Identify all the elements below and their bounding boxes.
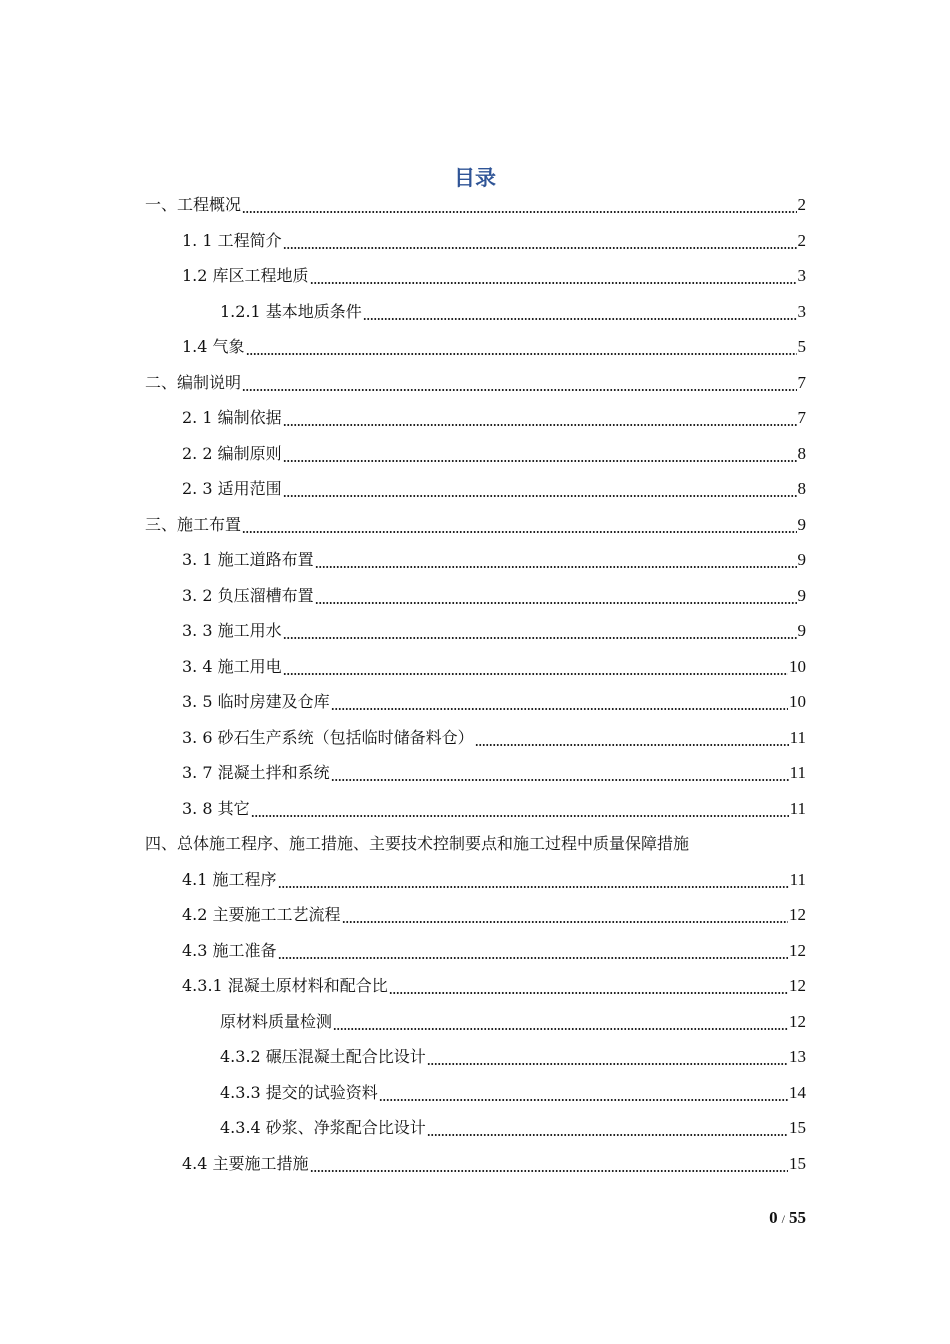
toc-entry-page-number: 15 — [789, 1118, 806, 1137]
toc-entry[interactable] — [182, 685, 806, 719]
toc-dot-leader — [283, 424, 797, 426]
toc-entry-title: 三、施工布置 — [145, 514, 242, 534]
toc-dot-leader — [315, 602, 797, 604]
toc-entry-page-number: 12 — [789, 1011, 806, 1031]
toc-entry-title: 4.3.1 混凝土原材料和配合比 — [182, 976, 388, 995]
toc-entry[interactable] — [220, 295, 806, 329]
toc-entry[interactable] — [182, 721, 806, 755]
toc-entry-page-number: 2 — [797, 230, 806, 250]
page-separator: / — [781, 1212, 785, 1226]
toc-entry[interactable] — [182, 792, 806, 826]
toc-entry-page-number: 11 — [789, 727, 806, 747]
toc-entry-page-number: 12 — [789, 940, 806, 960]
toc-entry-page-number: 8 — [797, 479, 806, 498]
toc-entry-title: 2. 1 编制依据 — [182, 408, 282, 427]
toc-dot-leader — [310, 282, 797, 284]
toc-entry[interactable] — [182, 863, 806, 897]
toc-entry-page-number: 15 — [789, 1153, 806, 1173]
toc-entry-page-number: 13 — [789, 1047, 806, 1066]
toc-entry[interactable] — [182, 330, 806, 364]
toc-dot-leader — [379, 1099, 788, 1101]
toc-dot-leader — [242, 211, 796, 213]
toc-entry-title: 3. 1 施工道路布置 — [182, 550, 314, 569]
toc-entry-page-number: 5 — [797, 337, 806, 356]
toc-entry-title: 2. 3 适用范围 — [182, 479, 282, 498]
toc-dot-leader — [333, 1028, 788, 1030]
toc-dot-leader — [331, 708, 788, 710]
toc-entry-page-number: 9 — [797, 621, 806, 640]
toc-entry[interactable] — [220, 1005, 806, 1039]
toc-entry-title: 4.2 主要施工工艺流程 — [182, 905, 341, 924]
toc-dot-leader — [246, 353, 797, 355]
toc-entry[interactable] — [182, 756, 806, 790]
toc-entry[interactable] — [182, 259, 806, 293]
toc-entry-title: 1.2.1 基本地质条件 — [220, 301, 362, 321]
toc-entry-title: 3. 6 砂石生产系统（包括临时储备料仓） — [182, 727, 474, 747]
toc-entry[interactable] — [182, 934, 806, 968]
toc-entry-page-number: 8 — [797, 443, 806, 463]
toc-dot-leader — [475, 744, 789, 746]
toc-entry-title: 3. 2 负压溜槽布置 — [182, 585, 314, 605]
toc-entry-page-number: 9 — [797, 550, 806, 569]
toc-entry-title: 1.2 库区工程地质 — [182, 266, 309, 285]
toc-dot-leader — [315, 566, 797, 568]
toc-entry-page-number: 7 — [797, 408, 806, 427]
toc-entry[interactable] — [145, 508, 806, 542]
toc-dot-leader — [389, 992, 788, 994]
toc-entry-title: 4.3.2 碾压混凝土配合比设计 — [220, 1047, 426, 1066]
toc-entry-title: 3. 3 施工用水 — [182, 621, 282, 640]
toc-entry[interactable] — [182, 401, 806, 435]
toc-entry-title: 原材料质量检测 — [220, 1011, 333, 1031]
toc-title: 目录 — [454, 166, 496, 190]
toc-entry-page-number: 14 — [789, 1082, 806, 1102]
toc-dot-leader — [363, 318, 797, 320]
toc-entry-title: 3. 5 临时房建及仓库 — [182, 692, 330, 711]
page-number-footer — [769, 1208, 806, 1228]
toc-entry-title: 4.1 施工程序 — [182, 869, 277, 889]
toc-entry[interactable] — [182, 224, 806, 258]
toc-entry-title: 四、总体施工程序、施工措施、主要技术控制要点和施工过程中质量保障措施 — [145, 834, 690, 853]
toc-entry-page-number: 7 — [797, 372, 806, 392]
toc-entry-title: 4.3 施工准备 — [182, 940, 277, 960]
toc-entry-page-number: 9 — [797, 585, 806, 605]
toc-entry[interactable] — [182, 472, 806, 506]
toc-dot-leader — [283, 673, 788, 675]
toc-entry-page-number: 2 — [797, 195, 806, 214]
toc-entry-title: 4.3.3 提交的试验资料 — [220, 1082, 378, 1102]
toc-dot-leader — [242, 389, 796, 391]
toc-entry-title: 二、编制说明 — [145, 372, 242, 392]
toc-entry-page-number: 3 — [797, 301, 806, 321]
toc-entry-title: 1.4 气象 — [182, 337, 245, 356]
toc-entry-page-number: 11 — [789, 798, 806, 818]
toc-entry-title: 1. 1 工程简介 — [182, 230, 282, 250]
toc-entry[interactable] — [182, 437, 806, 471]
toc-entry[interactable] — [182, 650, 806, 684]
toc-entry[interactable] — [145, 188, 806, 222]
toc-dot-leader — [331, 779, 789, 781]
toc-entry[interactable] — [182, 898, 806, 932]
toc-dot-leader — [278, 957, 788, 959]
toc-entry-page-number: 11 — [789, 763, 806, 782]
toc-entry[interactable] — [145, 827, 806, 861]
toc-dot-leader — [251, 815, 789, 817]
toc-entry-title: 4.4 主要施工措施 — [182, 1153, 309, 1173]
toc-dot-leader — [427, 1134, 788, 1136]
toc-entry-page-number: 12 — [789, 976, 806, 995]
toc-entry-title: 3. 4 施工用电 — [182, 656, 282, 676]
toc-entry-title: 一、工程概况 — [145, 195, 242, 214]
toc-entry[interactable] — [145, 366, 806, 400]
current-page-number: 0 — [769, 1208, 778, 1227]
toc-entry[interactable] — [182, 579, 806, 613]
total-page-count: 55 — [789, 1208, 806, 1227]
toc-entry-page-number: 9 — [797, 514, 806, 534]
toc-dot-leader — [283, 460, 797, 462]
toc-entry-page-number: 10 — [789, 656, 806, 676]
toc-entry-page-number: 11 — [789, 869, 806, 889]
toc-entry-page-number: 10 — [789, 692, 806, 711]
toc-dot-leader — [242, 531, 796, 533]
toc-entry[interactable] — [220, 1076, 806, 1110]
toc-entry[interactable] — [220, 1040, 806, 1074]
toc-entry-title: 4.3.4 砂浆、净浆配合比设计 — [220, 1118, 426, 1137]
toc-entry[interactable] — [182, 1147, 806, 1181]
toc-entry[interactable] — [182, 614, 806, 648]
toc-entry-page-number: 3 — [797, 266, 806, 285]
toc-entry-page-number: 12 — [789, 905, 806, 924]
toc-dot-leader — [342, 921, 788, 923]
toc-entry[interactable] — [182, 543, 806, 577]
toc-dot-leader — [278, 886, 789, 888]
toc-dot-leader — [283, 495, 797, 497]
toc-entry-title: 2. 2 编制原则 — [182, 443, 282, 463]
toc-entry[interactable] — [182, 969, 806, 1003]
toc-dot-leader — [427, 1063, 788, 1065]
toc-dot-leader — [283, 247, 797, 249]
toc-entry-title: 3. 8 其它 — [182, 798, 250, 818]
toc-dot-leader — [310, 1170, 788, 1172]
toc-dot-leader — [283, 637, 797, 639]
toc-entry[interactable] — [220, 1111, 806, 1145]
toc-entry-title: 3. 7 混凝土拌和系统 — [182, 763, 330, 782]
